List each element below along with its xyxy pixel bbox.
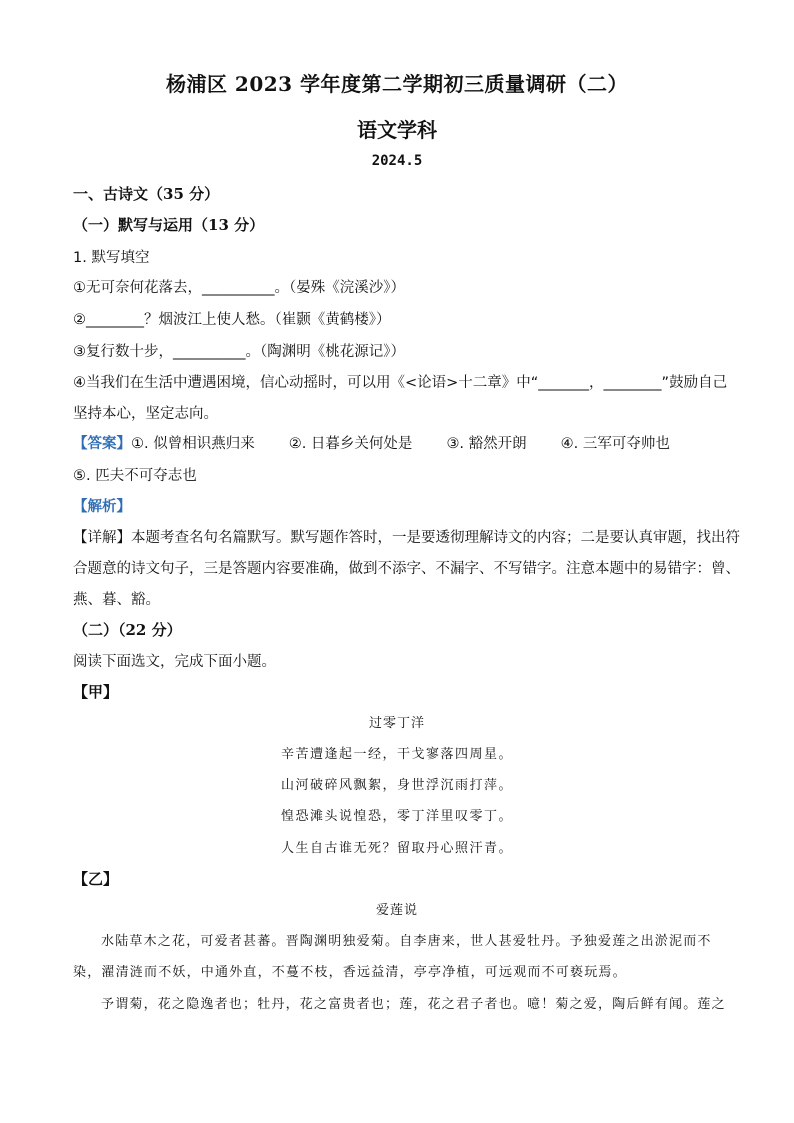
passage-jia-label: 【甲】 [73, 683, 119, 701]
poem-line: 山河破碎风飘絮，身世浮沉雨打萍。 [280, 778, 513, 793]
page-subtitle: 语文学科 [357, 118, 437, 142]
answer-item: ①. 似曾相识燕归来 [131, 436, 255, 452]
poem-line: 惶恐滩头说惶恐，零丁洋里叹零丁。 [280, 809, 513, 824]
section-heading: 一、古诗文（35 分） [73, 185, 220, 203]
analysis-line: 【详解】本题考查名句名篇默写。默写题作答时，一是要透彻理解诗文的内容；二是要认真审题，找出符 [73, 530, 740, 546]
question-1-label: 1. 默写填空 [73, 250, 150, 266]
prose-line: 水陆草木之花，可爱者甚蕃。晋陶渊明独爱菊。自李唐来，世人甚爱牡丹。予独爱莲之出淤泥而不 [101, 934, 712, 949]
analysis-tag: 【解析】 [73, 499, 131, 515]
question-item: ①无可奈何花落去，__________。（晏殊《浣溪沙》） [73, 280, 405, 296]
part2-heading: （二）（22 分） [73, 621, 182, 639]
poem-line: 人生自古谁无死？留取丹心照汗青。 [280, 841, 513, 856]
question-item: ②________？烟波江上使人愁。（崔颢《黄鹤楼》） [73, 312, 391, 328]
answer-row [73, 432, 728, 453]
answer-tag: 【答案】 [73, 436, 131, 452]
answer-item: ③. 豁然开朗 [446, 436, 527, 452]
question-item: 坚持本心，坚定志向。 [73, 406, 218, 422]
answer-item: ⑤. 匹夫不可夺志也 [73, 468, 197, 484]
analysis-line: 合题意的诗文句子，三是答题内容要准确，做到不添字、不漏字、不写错字。注意本题中的易错字：曾、 [73, 561, 740, 577]
analysis-line: 燕、暮、豁。 [73, 592, 160, 608]
poem-line: 辛苦遭逢起一经，干戈寥落四周星。 [280, 747, 513, 762]
passage-yi-label: 【乙】 [73, 870, 119, 888]
prose-title: 爱莲说 [375, 903, 418, 918]
exam-date: 2024.5 [371, 153, 423, 169]
prose-line: 予谓菊，花之隐逸者也；牡丹，花之富贵者也；莲，花之君子者也。噫！菊之爱，陶后鲜有闻。莲之 [101, 997, 726, 1012]
answer-item: ②. 日暮乡关何处是 [288, 436, 413, 452]
answer-item: ④. 三军可夺帅也 [560, 436, 670, 452]
question-item: ④当我们在生活中遭遇困境，信心动摇时，可以用《<论语>十二章》中“_______，________”鼓励自己 [73, 375, 728, 391]
part1-heading: （一）默写与运用（13 分） [73, 216, 265, 234]
part2-instruction: 阅读下面选文，完成下面小题。 [73, 654, 276, 670]
question-item: ③复行数十步，__________。（陶渊明《桃花源记》） [73, 344, 405, 360]
poem-title: 过零丁洋 [368, 716, 425, 731]
page-title: 杨浦区 2023 学年度第二学期初三质量调研（二） [165, 72, 629, 96]
prose-line: 染，濯清涟而不妖，中通外直，不蔓不枝，香远益清，亭亭净植，可远观而不可亵玩焉。 [73, 965, 627, 980]
